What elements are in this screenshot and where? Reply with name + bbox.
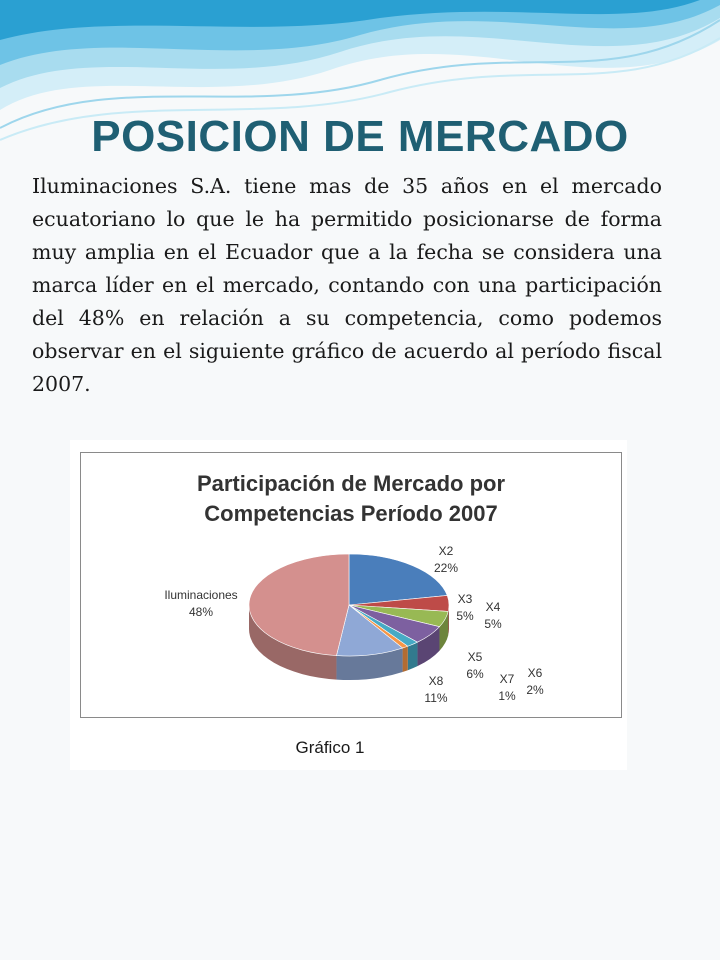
pie-side-x6 [408, 642, 418, 670]
slice-label-name: X5 [467, 650, 483, 664]
slice-label-x3 [456, 592, 474, 623]
body-paragraph: Iluminaciones S.A. tiene mas de 35 años en el mercado ecuatoriano lo que le ha permitido posicionarse de forma muy amplia en el Ecuador que a la fecha se considera una marca líder en el mercado, contando con una participación del 48% en relación a su competencia, como podemos observar en el siguiente gráfico de acuerdo al período fiscal 2007. [32, 174, 662, 396]
slice-label-x5 [466, 650, 484, 681]
slice-label-x4 [484, 600, 502, 631]
slice-label-value: 2% [526, 683, 544, 697]
chart-title [81, 469, 621, 529]
chart-title-line-2: Competencias Período 2007 [204, 501, 498, 526]
slice-label-value: 11% [424, 691, 448, 705]
slice-label-name: X8 [428, 674, 444, 688]
slice-label-x8 [424, 674, 447, 705]
chart-title-line-1: Participación de Mercado por [196, 471, 506, 496]
slice-label-iluminaciones [164, 588, 237, 619]
pie-side-x7 [403, 646, 408, 672]
slice-label-x6 [526, 666, 544, 697]
slice-label-x7 [498, 672, 516, 703]
slice-label-value: 5% [456, 609, 474, 623]
slice-label-value: 48% [188, 605, 214, 619]
slice-label-value: 6% [466, 667, 484, 681]
chart-frame [80, 452, 622, 718]
slice-label-name: X6 [527, 666, 543, 680]
slice-label-value: 1% [498, 689, 516, 703]
slice-label-value: 5% [484, 617, 502, 631]
slice-label-name: Iluminaciones [164, 588, 238, 602]
slice-label-name: X7 [499, 672, 515, 686]
slice-label-name: X3 [457, 592, 473, 606]
slice-label-value: 22% [433, 561, 459, 575]
slice-label-x2 [434, 544, 458, 575]
figure-caption: Gráfico 1 [295, 738, 365, 757]
slide-title: POSICION DE MERCADO [91, 112, 629, 161]
slice-label-name: X4 [485, 600, 501, 614]
slice-label-name: X2 [438, 544, 454, 558]
